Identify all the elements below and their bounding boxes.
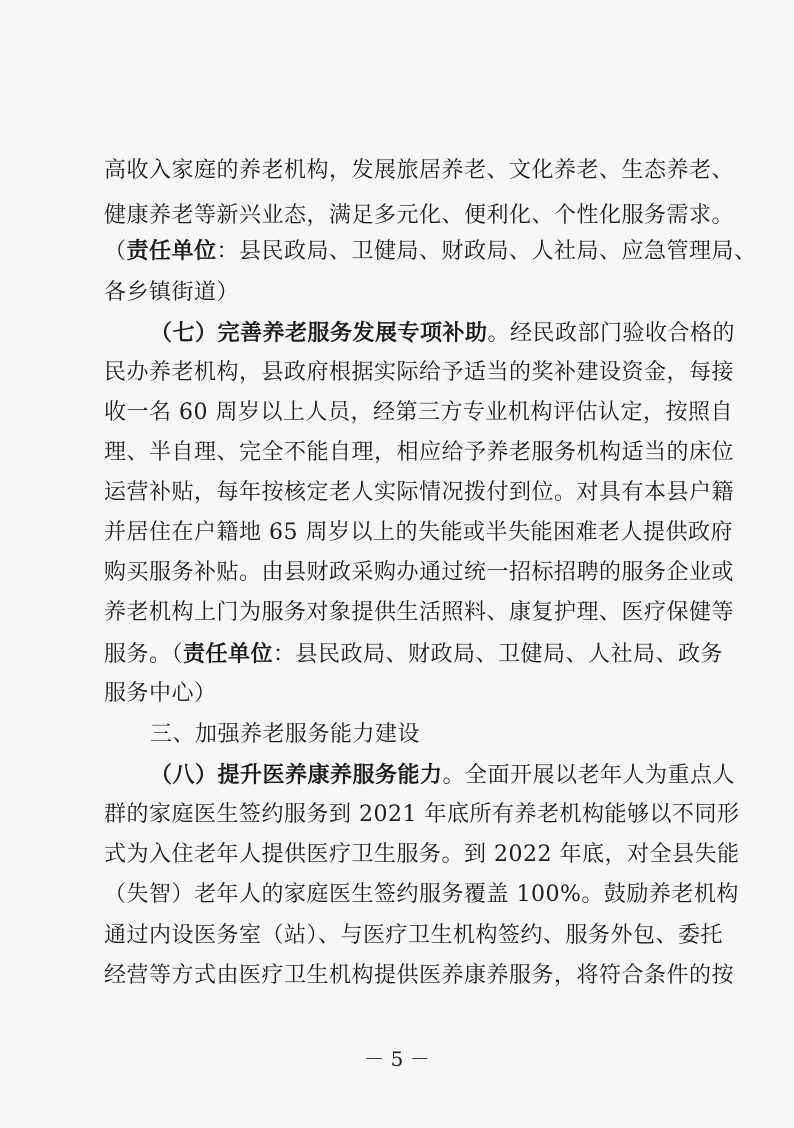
p2-line-6: 并居住在户籍地 65 周岁以上的失能或半失能困难老人提供政府 <box>104 520 733 545</box>
p2-line-5: 运营补贴，每年按核定老人实际情况拨付到位。对具有本县户籍 <box>104 480 735 505</box>
p3-heading: （八）提升医养康养服务能力 <box>150 762 443 788</box>
p3-line-1 <box>150 760 736 790</box>
p3-line-2: 群的家庭医生签约服务到 2021 年底所有养老机构能够以不同形 <box>104 802 740 827</box>
p1-responsible-units: ：县民政局、卫健局、财政局、人社局、应急管理局、 <box>216 239 757 264</box>
p3-line-1-rest: 。全面开展以老年人为重点人 <box>442 763 736 788</box>
p2-line-1-rest: 。经民政部门验收合格的 <box>487 321 736 346</box>
p2-line-9 <box>104 639 724 669</box>
p2-line-2: 民办养老机构，县政府根据实际给予适当的奖补建设资金，每接 <box>104 360 735 385</box>
p1-responsible-label: 责任单位 <box>126 238 217 264</box>
p1-line-1: 高收入家庭的养老机构，发展旅居养老、文化养老、生态养老、 <box>104 158 735 183</box>
p2-line-1 <box>150 318 736 348</box>
p3-line-5: 通过内设医务室（站）、与医疗卫生机构签约、服务外包、委托 <box>104 923 724 948</box>
p3-line-3: 式为入住老年人提供医疗卫生服务。到 2022 年底，对全县失能 <box>104 842 740 867</box>
p3-line-6: 经营等方式由医疗卫生机构提供医养康养服务，将符合条件的按 <box>104 963 735 988</box>
p1-line-3 <box>104 236 757 266</box>
page-number: － 5 － <box>364 1047 430 1071</box>
p2-line-8: 养老机构上门为服务对象提供生活照料、康复护理、医疗保健等 <box>104 600 735 625</box>
p1-open-paren: （ <box>104 239 127 264</box>
p3-line-4: （失智）老年人的家庭医生签约服务覆盖 100%。鼓励养老机构 <box>104 882 739 907</box>
p2-line-10: 服务中心） <box>104 681 217 706</box>
p2-heading: （七）完善养老服务发展专项补助 <box>150 320 488 346</box>
p2-line-3: 收一名 60 周岁以上人员，经第三方专业机构评估认定，按照自 <box>104 400 733 425</box>
p2-responsible-units: ：县民政局、财政局、卫健局、人社局、政务 <box>273 642 724 667</box>
p2-responsible-label: 责任单位 <box>183 641 274 667</box>
p1-line-2: 健康养老等新兴业态，满足多元化、便利化、个性化服务需求。 <box>104 203 735 228</box>
p2-line-4: 理、半自理、完全不能自理，相应给予养老服务机构适当的床位 <box>104 440 735 465</box>
section-3-title: 三、加强养老服务能力建设 <box>150 722 421 747</box>
p1-line-4: 各乡镇街道） <box>104 280 240 305</box>
p2-line-9-pre: 服务。（ <box>104 642 184 667</box>
p2-line-7: 购买服务补贴。由县财政采购办通过统一招标招聘的服务企业或 <box>104 560 735 585</box>
